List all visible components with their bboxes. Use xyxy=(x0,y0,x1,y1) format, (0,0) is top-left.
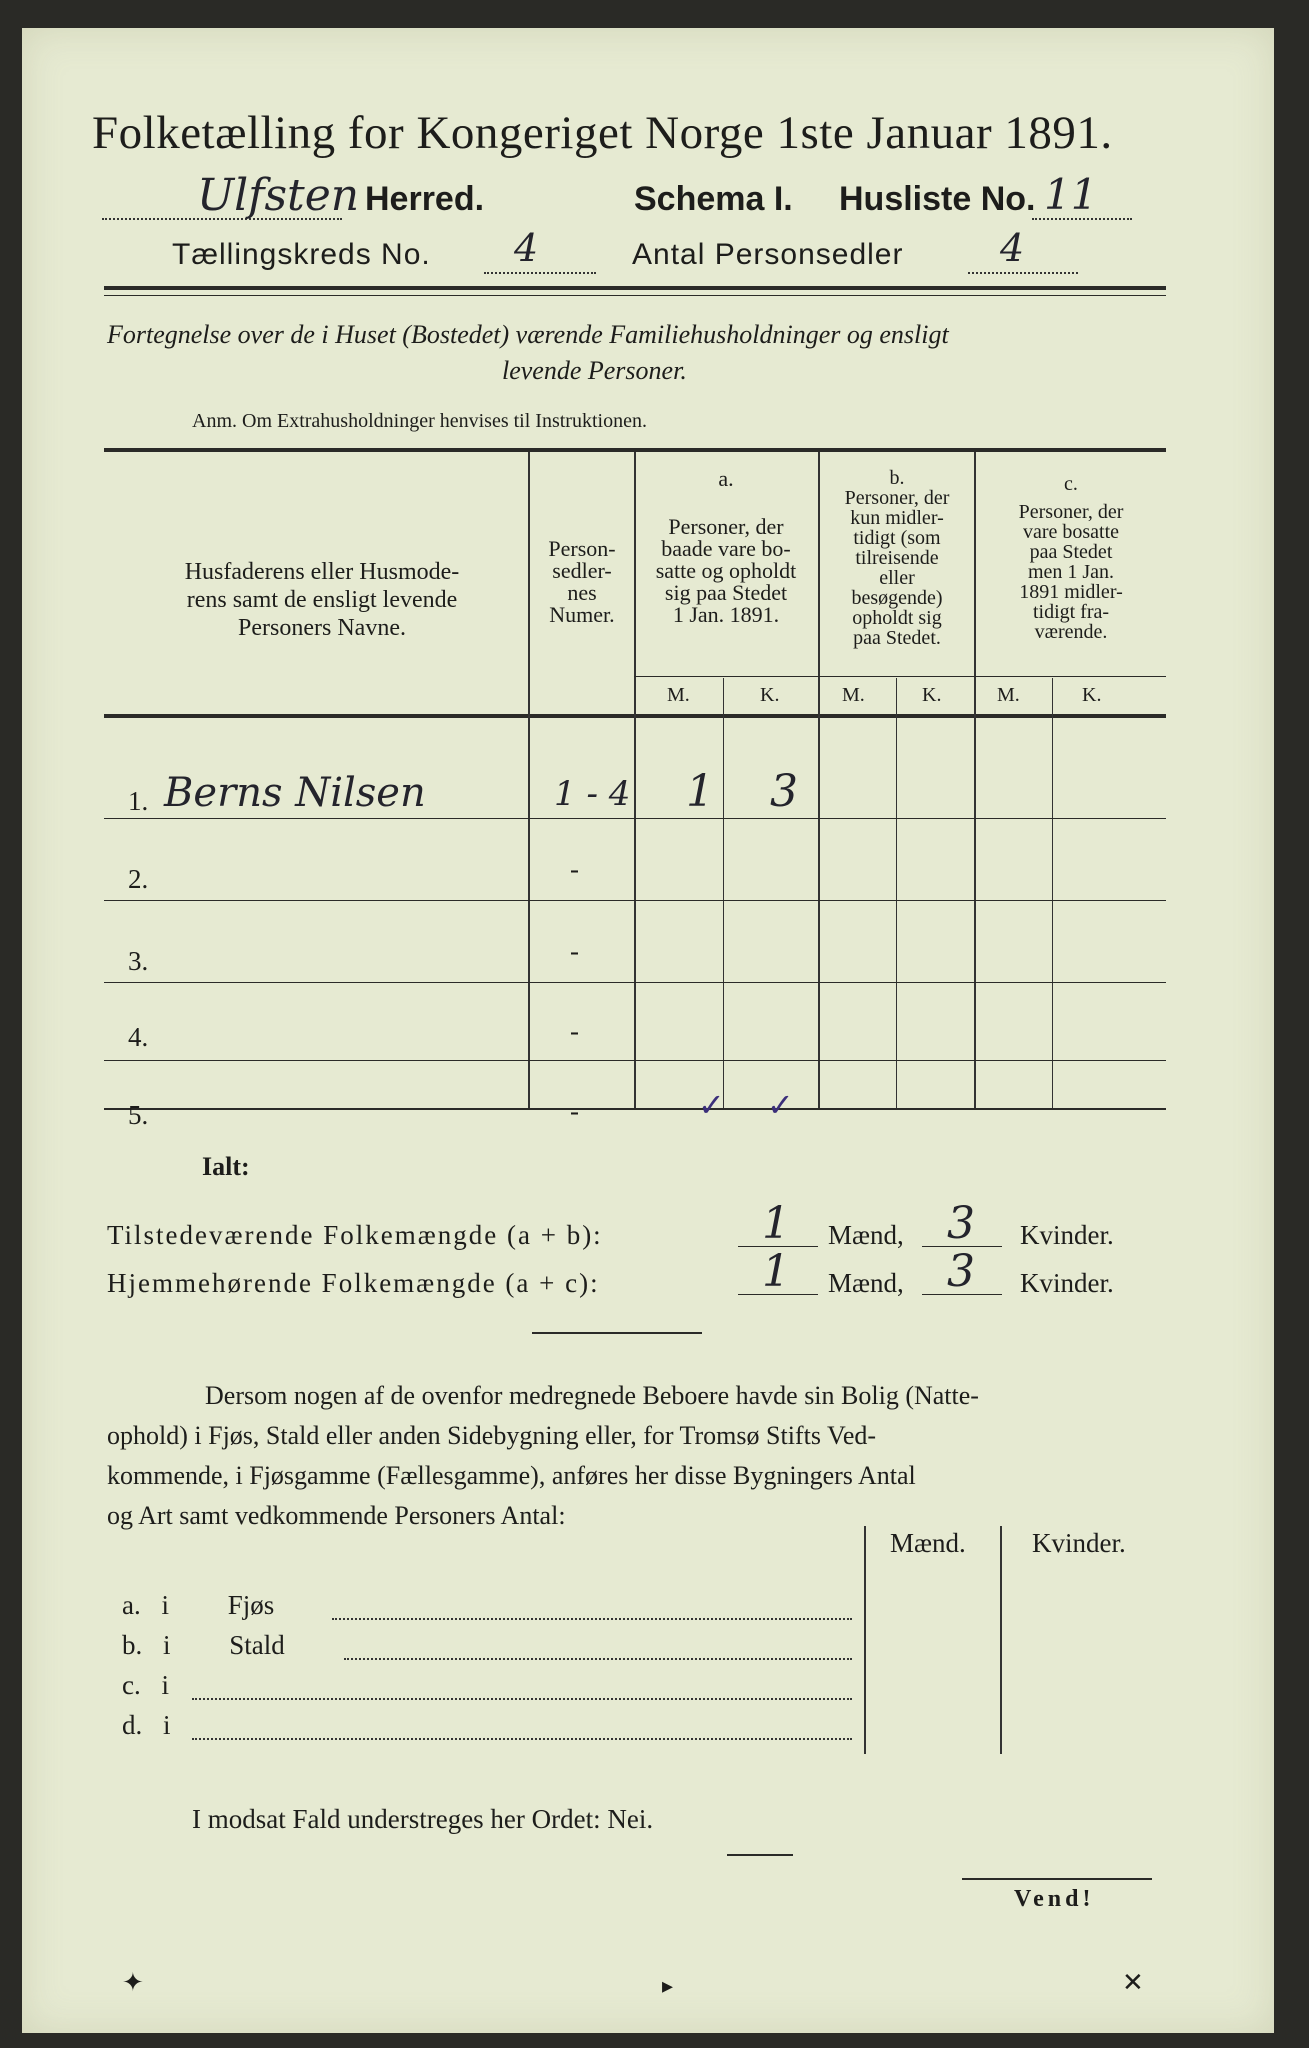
form-title: Folketælling for Kongeriget Norge 1ste Januar 1891. xyxy=(92,107,1113,159)
item-letter: a. xyxy=(122,1590,141,1620)
item-dots xyxy=(192,1738,852,1740)
bygning-line: kommende, i Fjøsgamme (Fællesgamme), anføres her disse Bygningers Antal xyxy=(107,1461,916,1490)
col-header-b xyxy=(820,468,974,648)
tilstede-label: Tilstedeværende Folkemængde (a + b): xyxy=(107,1220,603,1250)
col-b-letter: b. xyxy=(889,467,905,489)
col-num-line: sedler- xyxy=(552,558,612,583)
col-c-line: Personer, der xyxy=(1018,501,1124,523)
bygning-line: ophold) i Fjøs, Stald eller anden Sidebygning eller, for Tromsø Stifts Ved- xyxy=(107,1421,877,1450)
a-m-header: M. xyxy=(667,684,690,706)
corner-mark-left: ✦ xyxy=(122,1968,144,1998)
item-dots xyxy=(344,1658,852,1660)
row-num: - xyxy=(570,936,579,966)
col-header-a xyxy=(636,468,816,626)
col-header-num xyxy=(532,538,632,626)
kreds-label: Tællingskreds No. xyxy=(172,238,431,271)
header-rule xyxy=(104,286,1166,290)
item-dots xyxy=(332,1618,852,1620)
hjemme-label: Hjemmehørende Folkemængde (a + c): xyxy=(107,1268,600,1298)
row-name: Berns Nilsen xyxy=(164,770,426,816)
herred-field xyxy=(102,170,360,222)
bygning-vline-1 xyxy=(864,1526,866,1754)
nei-underline xyxy=(727,1854,793,1856)
checkmarks: ✓ ✓ xyxy=(698,1086,810,1124)
col-b-line: opholdt sig xyxy=(852,607,942,629)
bygning-maend-header: Mænd. xyxy=(890,1528,966,1558)
bygning-item xyxy=(122,1630,862,1670)
row-number: 1. xyxy=(128,786,149,816)
col-b-line: Personer, der xyxy=(844,487,950,509)
bygning-kvinder-header: Kvinder. xyxy=(1032,1528,1126,1558)
section-divider xyxy=(532,1332,702,1334)
husliste-label: Husliste No. xyxy=(839,180,1036,218)
row-a-k: 3 xyxy=(770,766,798,817)
col-b-line: tilreisende xyxy=(855,547,939,569)
col-name-line: rens samt de ensligt levende xyxy=(186,587,458,613)
row-number: 4. xyxy=(128,1022,149,1052)
corner-mark-center: ▸ xyxy=(662,1974,674,1999)
row-number: 2. xyxy=(128,864,149,894)
col-a-line: 1 Jan. 1891. xyxy=(672,602,780,627)
hjemme-kvinder: Kvinder. xyxy=(1020,1268,1114,1298)
row-num: 1 - 4 xyxy=(554,774,631,814)
item-i: i xyxy=(163,1710,171,1740)
c-m-header: M. xyxy=(997,684,1020,706)
item-i: i xyxy=(163,1630,171,1660)
kreds-dots xyxy=(484,272,596,274)
c-k-header: K. xyxy=(1082,684,1102,706)
bygning-line: Dersom nogen af de ovenfor medregnede Beboere havde sin Bolig (Natte- xyxy=(205,1381,979,1410)
row-number: 5. xyxy=(128,1100,149,1130)
col-a-line: satte og opholdt xyxy=(655,558,797,583)
item-i: i xyxy=(161,1670,169,1700)
table-row xyxy=(104,1062,1166,1130)
col-a-line: sig paa Stedet xyxy=(664,580,788,605)
item-label: Fjøs xyxy=(227,1590,275,1620)
item-label: Stald xyxy=(229,1630,285,1660)
bygning-item xyxy=(122,1710,862,1750)
col-name-line: Personers Navne. xyxy=(238,615,406,641)
col-a-letter: a. xyxy=(718,466,734,491)
tilstede-maend: Mænd, xyxy=(828,1220,904,1250)
header-rule-thin xyxy=(104,295,1166,296)
col-a-line: baade vare bo- xyxy=(661,536,791,561)
item-dots xyxy=(192,1698,852,1700)
vend-rule xyxy=(962,1878,1152,1880)
item-letter: d. xyxy=(122,1710,143,1740)
antal-dots xyxy=(968,272,1078,274)
row-rule xyxy=(104,1060,1166,1061)
row-num: - xyxy=(570,1096,579,1126)
bygning-vline-2 xyxy=(1000,1526,1002,1754)
hjemme-maend: Mænd, xyxy=(828,1268,904,1298)
item-letter: c. xyxy=(122,1670,141,1700)
herred-value: Ulfsten xyxy=(197,170,360,221)
antal-label: Antal Personsedler xyxy=(632,238,904,271)
antal-value: 4 xyxy=(1000,226,1025,270)
item-i: i xyxy=(161,1590,169,1620)
nei-line: I modsat Fald understreges her Ordet: Nei. xyxy=(192,1804,654,1834)
tilstede-m-value: 1 xyxy=(762,1198,790,1249)
bygning-item xyxy=(122,1590,862,1630)
col-a-line: Personer, der xyxy=(668,514,784,539)
husliste-value: 11 xyxy=(1044,170,1098,219)
b-k-header: K. xyxy=(922,684,942,706)
col-c-letter: c. xyxy=(1064,473,1078,495)
ialt-label: Ialt: xyxy=(202,1152,250,1181)
a-k-header: K. xyxy=(760,684,780,706)
table-row xyxy=(104,718,1166,817)
corner-mark-right: ✕ xyxy=(1122,1968,1144,1998)
census-form-sheet xyxy=(22,28,1274,2033)
antal-field xyxy=(968,226,1078,276)
table-row xyxy=(104,982,1166,1062)
table-row xyxy=(104,900,1166,980)
anm-note: Anm. Om Extrahusholdninger henvises til Instruktionen. xyxy=(192,410,647,432)
schema-label: Schema I. xyxy=(634,180,793,218)
husliste-field xyxy=(1032,170,1132,222)
col-b-line: tidigt (som xyxy=(853,527,941,549)
col-b-line: eller xyxy=(879,567,915,589)
col-b-line: kun midler- xyxy=(850,507,944,529)
mk-subheader-rule xyxy=(634,676,1166,677)
col-b-line: besøgende) xyxy=(851,587,943,609)
table-row xyxy=(104,818,1166,898)
tilstede-k-value: 3 xyxy=(947,1198,975,1249)
col-num-line: Numer. xyxy=(549,602,615,627)
intro-line1: Fortegnelse over de i Huset (Bostedet) værende Familiehusholdninger og ensligt xyxy=(107,320,949,349)
bygning-paragraph xyxy=(107,1376,1167,1536)
col-num-line: Person- xyxy=(548,536,616,561)
row-number: 3. xyxy=(128,946,149,976)
table-bottom-rule xyxy=(104,1108,1166,1110)
hjemme-m-value: 1 xyxy=(762,1246,790,1297)
col-header-c xyxy=(976,474,1166,642)
row-num: - xyxy=(570,854,579,884)
vend-label: Vend! xyxy=(1014,1886,1095,1912)
col-c-line: men 1 Jan. xyxy=(1027,561,1115,583)
col-c-line: værende. xyxy=(1034,621,1108,643)
col-c-line: vare bosatte xyxy=(1022,521,1120,543)
item-letter: b. xyxy=(122,1630,143,1660)
herred-label: Herred. xyxy=(365,180,485,218)
row-a-m: 1 xyxy=(686,766,714,817)
bygning-line: og Art samt vedkommende Personers Antal: xyxy=(107,1501,566,1530)
col-b-line: paa Stedet. xyxy=(853,627,941,649)
b-m-header: M. xyxy=(842,684,865,706)
col-c-line: tidigt fra- xyxy=(1032,601,1110,623)
hjemme-k-value: 3 xyxy=(947,1246,975,1297)
col-header-name xyxy=(122,558,522,642)
bygning-item xyxy=(122,1670,862,1710)
col-c-line: paa Stedet xyxy=(1029,541,1113,563)
col-name-line: Husfaderens eller Husmode- xyxy=(184,559,460,585)
col-num-line: nes xyxy=(567,580,597,605)
kreds-field xyxy=(484,226,596,276)
col-c-line: 1891 midler- xyxy=(1019,581,1123,603)
tilstede-kvinder: Kvinder. xyxy=(1020,1220,1114,1250)
row-num: - xyxy=(570,1016,579,1046)
intro-line2: levende Personer. xyxy=(502,356,687,385)
kreds-value: 4 xyxy=(514,226,539,270)
